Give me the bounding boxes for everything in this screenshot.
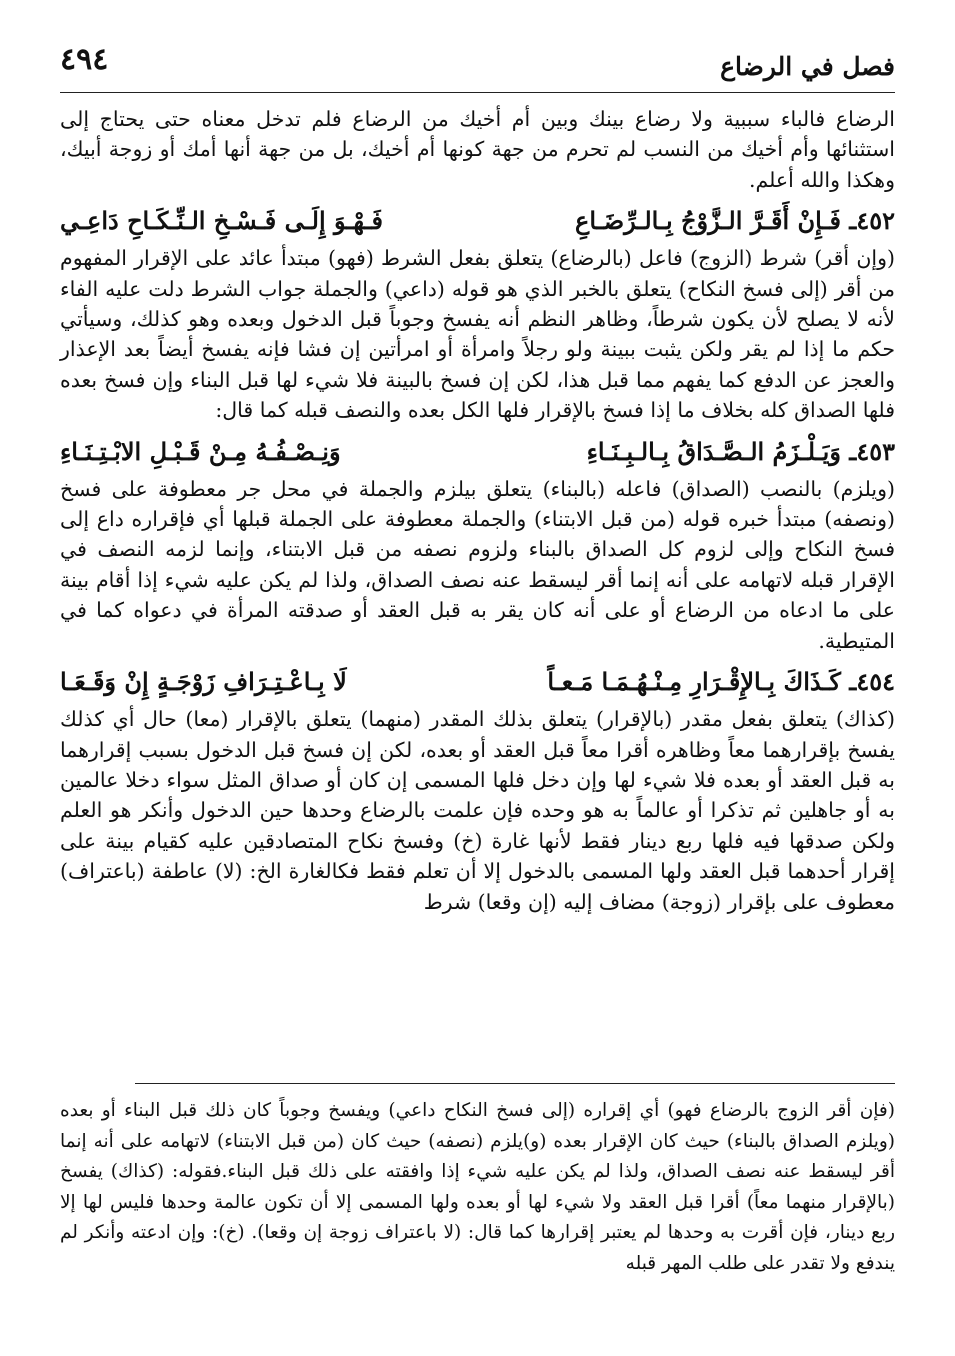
footnote-area — [60, 1096, 895, 1279]
header-divider — [60, 92, 895, 93]
main-text — [60, 104, 895, 917]
verse-452-first-hemistich: ٤٥٢ـ فَـإِنْ أَقَـرَّ الـزَّوْجُ بِـالـرِّضَـاعِ — [575, 206, 895, 236]
footnote-paragraph: (فإن أقر الزوج بالرضاع فهو) أي إقراره (إلى فسخ النكاح داعي) ويفسخ وجوباً كان ذلك قبل البناء أو بعده (ويلزم الصداق بالبناء) حيث كان الإقرار بعده (و)يلزم (نصفه) حيث كان (من قبل الابتناء) لاتهامه على أنه إنما أقر ليسقط عنه نصف الصداق، ولذا لم يكن عليه شيء إذا وافقته على ذلك قبل البناء.فقوله: (كذاك) يفسخ (بالإقرار منهما معاً) أقرا قبل العقد ولا شيء لها أو بعده ولها المسمى إلا أن تكون عالمة وحدها فليس لها إلا ربع دينار، فإن أقرت به وحدها لم يعتبر إقرارها كما قال: (لا باعتراف زوجة إن وقعا). (خ): وإن ادعته وأنكر لم يندفع ولا تقدر على طلب المهر قبله — [60, 1100, 895, 1274]
verse-452-second-hemistich: فَـهْـوَ إِلَـى فَـسْـخِ الـنِّـكَـاحِ دَاعِـي — [60, 206, 383, 236]
verse-454-first-hemistich: ٤٥٤ـ كَـذَاكَ بِـالإِقْـرَارِ مِـنْـهُـمَـا مَـعـاً — [547, 667, 895, 697]
paragraph-3: (ويلزم) بالنصب (الصداق) فاعله (بالبناء) يتعلق بيلزم والجملة في محل جر معطوفة على فسخ (ونصفه) مبتدأ خبره قوله (من قبل الابتناء) والجملة معطوفة على الجملة قبلها أي فإقراره داع إلى فسخ النكاح وإلى لزوم كل الصداق بالبناء ولزوم نصفه من قبل الابتناء، وإنما لزمه النصف في الإقرار قبله لاتهامه على أنه إنما أقر ليسقط عنه نصف الصداق، ولذا لم يكن عليه شيء إذا أقام بينة على ما ادعاه من الرضاع أو على أنه كان يقر به قبل العقد أو صدقته المرأة في دعواه كما في المتيطية. — [60, 476, 895, 653]
verse-452 — [60, 201, 895, 241]
page-header — [60, 42, 895, 94]
paragraph-4: (كذاك) يتعلق بفعل مقدر (بالإقرار) يتعلق بذلك المقدر (منهما) يتعلق بالإقرار (معا) حال أي كذلك يفسخ بإقرارهما معاً وظاهره أقرا معاً قبل العقد أو بعده، لكن إن فسخ قبل الدخول بسبب إقرارهما به قبل العقد أو بعده فلا شيء لها وإن دخل فلها المسمى إن كان أو صداق المثل سواء دخلا عالمين به أو جاهلين ثم تذكرا أو عالماً به هو وحده فإن علمت بالرضاع وحدها حين الدخول وأنكر هو العلم ولكن صدقها فيه فلها ربع دينار فقط لأنها غارة (خ) وفسخ نكاح المتصادقين عليه كقيام بينة على إقرار أحدهما قبل العقد ولها المسمى بالدخول إلا أن تعلم فقط فكالغارة الخ: (لا) عاطفة (باعتراف) معطوف على بإقرار (زوجة) مضاف إليه (إن وقعا) شرط — [60, 707, 895, 914]
footnote-divider — [135, 1083, 895, 1084]
verse-454 — [60, 662, 895, 702]
running-title: فصل في الرضاع — [720, 52, 895, 81]
paragraph-2: (وإن أقر) شرط (الزوج) فاعل (بالرضاع) يتعلق بفعل الشرط (فهو) مبتدأ عائد على الإقرار المفهوم من أقر (إلى فسخ النكاح) يتعلق بالخبر الذي هو قوله (داعي) والجملة جواب الشرط دلت عليه الفاء لأنه لا يصلح لأن يكون شرطاً، وظاهر النظم أنه يفسخ وجوباً قبل الدخول وبعده وهو كذلك، وسيأتي حكم ما إذا لم يقر ولكن يثبت ببينة ولو رجلاً وامرأة أو امرأتين إن فشا فإنه يفسخ أيضاً بعد الإعذار والعجز عن الدفع كما يفهم مما قبل هذا، لكن إن فسخ بالبينة فلا شيء لها قبل البناء وإن فسخ بعده فلها الصداق كله بخلاف ما إذا فسخ بالإقرار فلها الكل بعده والنصف قبله كما قال: — [60, 246, 895, 423]
paragraph-1: الرضاع فالباء سببية ولا رضاع بينك وبين أم أخيك من الرضاع فلم تدخل معناه حتى يحتاج إلى استثنائها وأم أخيك من النسب لم تحرم من جهة كونها أم أخيك، بل من جهة أنها أمك أو زوجة أبيك، وهكذا والله أعلم. — [60, 107, 895, 192]
verse-453-first-hemistich: ٤٥٣ـ وَيَـلْـزَمُ الـصَّـدَاقُ بِـالـبِـنَـاءِ — [586, 436, 895, 466]
page-number: ٤٩٤ — [60, 42, 109, 77]
verse-454-second-hemistich: لَا بِـاعْـتِـرَافِ زَوْجَـةٍ إِنْ وَقَـعَـا — [60, 667, 347, 697]
verse-453 — [60, 432, 895, 472]
verse-453-second-hemistich: وَنِـصْـفُـهُ مِـنْ قَـبْـلِ الابْـتِـنَـاءِ — [60, 436, 341, 466]
